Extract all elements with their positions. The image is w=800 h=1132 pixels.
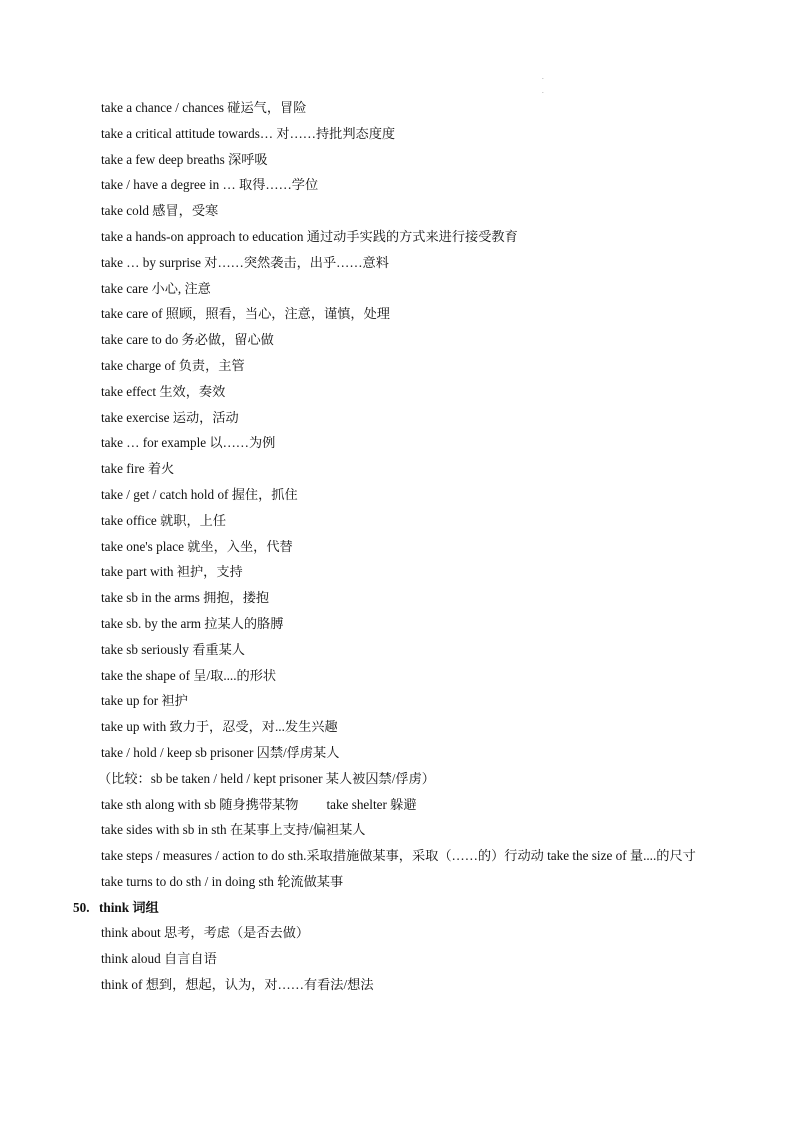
phrase-line: take a few deep breaths 深呼吸 xyxy=(101,151,268,167)
phrase-line: take sides with sb in sth 在某事上支持/偏袒某人 xyxy=(101,822,366,838)
phrase-list xyxy=(0,95,800,998)
phrase-line: take the shape of 呈/取....的形状 xyxy=(101,667,277,683)
phrase-line: take one's place 就坐，入坐，代替 xyxy=(101,538,293,554)
phrase-line: think of 想到，想起，认为，对……有看法/想法 xyxy=(101,976,374,992)
phrase-line: take care of 照顾，照看，当心，注意，谨慎，处理 xyxy=(101,306,390,322)
phrase-right: take shelter 躲避 xyxy=(326,796,417,812)
section-heading xyxy=(0,895,800,921)
phrase-line: take fire 着火 xyxy=(101,461,175,477)
phrase-line: take … for example 以……为例 xyxy=(101,435,276,451)
header-mark: . xyxy=(542,73,544,81)
phrase-line: take part with 袒护，支持 xyxy=(101,564,243,580)
phrase-line: take up with 致力于，忍受，对...发生兴趣 xyxy=(101,719,338,735)
phrase-line: take / hold / keep sb prisoner 囚禁/俘虏某人 xyxy=(101,744,340,760)
phrase-line: take care to do 务必做，留心做 xyxy=(101,332,274,348)
phrase-line: take effect 生效，奏效 xyxy=(101,383,226,399)
section-number: 50. xyxy=(73,899,90,915)
phrase-line-pair xyxy=(0,792,800,818)
phrase-line: take sb seriously 看重某人 xyxy=(101,641,245,657)
phrase-line: take / get / catch hold of 握住，抓住 xyxy=(101,486,298,502)
phrase-line: take … by surprise 对……突然袭击，出乎……意料 xyxy=(101,254,389,270)
phrase-line: think about 思考，考虑（是否去做） xyxy=(101,925,310,941)
phrase-line: take a critical attitude towards… 对……持批判态度度 xyxy=(101,125,396,141)
phrase-line: take care 小心, 注意 xyxy=(101,280,211,296)
phrase-line: take a hands-on approach to education 通过动手实践的方式来进行接受教育 xyxy=(101,228,518,244)
phrase-line: take sb. by the arm 拉某人的胳膊 xyxy=(101,615,284,631)
phrase-line: take / have a degree in … 取得……学位 xyxy=(101,177,319,193)
section-title: think 词组 xyxy=(99,899,159,915)
phrase-line: take exercise 运动，活动 xyxy=(101,409,239,425)
comparison-note: （比较：sb be taken / held / kept prisoner 某人被囚禁/俘虏） xyxy=(98,770,435,786)
phrase-line: think aloud 自言自语 xyxy=(101,951,217,967)
phrase-line: take up for 袒护 xyxy=(101,693,188,709)
header-mark: . xyxy=(542,87,544,95)
phrase-line: take charge of 负责，主管 xyxy=(101,357,245,373)
header-marks xyxy=(542,70,544,98)
phrase-line-wrapped: take steps / measures / action to do sth.采取措施做某事，采取（……的）行动动 take the size of 量....的尺寸 xyxy=(101,848,696,864)
phrase-line: take a chance / chances 碰运气，冒险 xyxy=(101,100,307,115)
phrase-line: take sb in the arms 拥抱，搂抱 xyxy=(101,590,270,606)
phrase-line: take office 就职，上任 xyxy=(101,512,227,528)
phrase-line: take cold 感冒，受寒 xyxy=(101,203,219,219)
phrase-line: take turns to do sth / in doing sth 轮流做某事 xyxy=(101,873,344,889)
phrase-left: take sth along with sb 随身携带某物 xyxy=(101,796,299,812)
